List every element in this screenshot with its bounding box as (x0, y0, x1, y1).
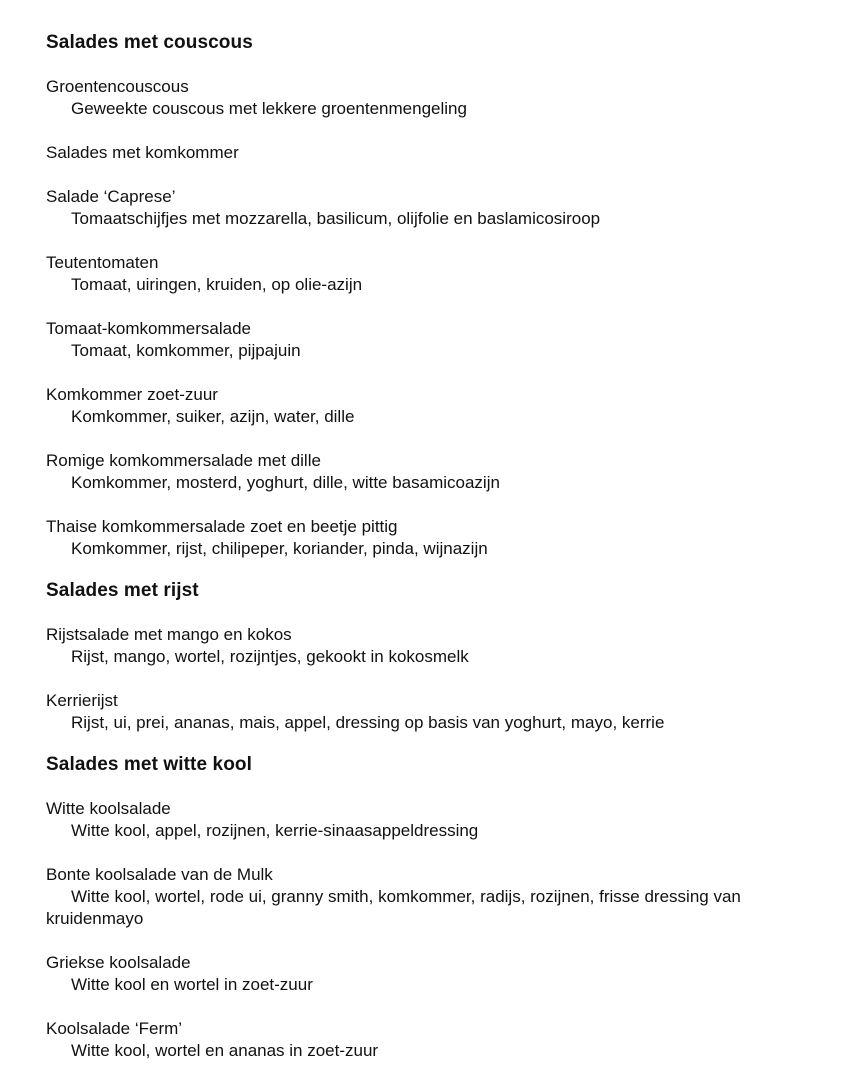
menu-item-description: Tomaatschijfjes met mozzarella, basilicum, olijfolie en baslamicosiroop (71, 209, 601, 228)
menu-item-name: Romige komkommersalade met dille (46, 451, 321, 470)
menu-item-description: Geweekte couscous met lekkere groentenmengeling (71, 99, 467, 118)
menu-item-description: Tomaat, uiringen, kruiden, op olie-azijn (71, 275, 363, 294)
menu-item-description: Witte kool, appel, rozijnen, kerrie-sinaasappeldressing (71, 821, 479, 840)
menu-item-name: Rijstsalade met mango en kokos (46, 625, 292, 644)
menu-item-description: Komkommer, suiker, azijn, water, dille (71, 407, 355, 426)
menu-item-name: Witte koolsalade (46, 799, 171, 818)
section-title: Salades met rijst (46, 580, 199, 601)
menu-item-name: Griekse koolsalade (46, 953, 191, 972)
section-rijst (46, 578, 836, 734)
section-couscous (46, 30, 836, 560)
menu-item (46, 864, 836, 930)
menu-item (46, 1018, 836, 1062)
menu-item (46, 516, 836, 560)
menu-item-description: Witte kool, wortel en ananas in zoet-zuur (71, 1041, 379, 1060)
menu-item-name: Tomaat-komkommersalade (46, 319, 252, 338)
section-items (46, 624, 836, 734)
menu-document (46, 30, 836, 1080)
menu-item (46, 142, 836, 164)
menu-item-name: Groentencouscous (46, 77, 189, 96)
section-title: Salades met couscous (46, 32, 253, 53)
menu-item-description: Witte kool, wortel, rode ui, granny smith, komkommer, radijs, rozijnen, frisse dressing van kruidenmayo (46, 887, 741, 928)
menu-item (46, 952, 836, 996)
menu-item (46, 252, 836, 296)
section-title: Salades met witte kool (46, 754, 252, 775)
menu-item-description: Rijst, ui, prei, ananas, mais, appel, dressing op basis van yoghurt, mayo, kerrie (71, 713, 665, 732)
menu-item (46, 318, 836, 362)
menu-item-name: Komkommer zoet-zuur (46, 385, 218, 404)
section-items (46, 76, 836, 560)
menu-item-name: Kerrierijst (46, 691, 118, 710)
menu-item (46, 384, 836, 428)
menu-item-description: Tomaat, komkommer, pijpajuin (71, 341, 301, 360)
menu-item (46, 690, 836, 734)
section-items (46, 798, 836, 1062)
menu-item (46, 450, 836, 494)
menu-item-description: Rijst, mango, wortel, rozijntjes, gekookt in kokosmelk (71, 647, 469, 666)
menu-item-description: Komkommer, mosterd, yoghurt, dille, witte basamicoazijn (71, 473, 500, 492)
menu-item-name: Teutentomaten (46, 253, 159, 272)
menu-item-name: Salades met komkommer (46, 143, 239, 162)
menu-item (46, 798, 836, 842)
menu-item-name: Bonte koolsalade van de Mulk (46, 865, 273, 884)
menu-item-description: Witte kool en wortel in zoet-zuur (71, 975, 313, 994)
menu-item-name: Salade ‘Caprese’ (46, 187, 176, 206)
menu-item-name: Koolsalade ‘Ferm’ (46, 1019, 183, 1038)
menu-item-description: Komkommer, rijst, chilipeper, koriander, pinda, wijnazijn (71, 539, 488, 558)
menu-item (46, 624, 836, 668)
section-witte-kool (46, 752, 836, 1062)
menu-item (46, 76, 836, 120)
menu-item-name: Thaise komkommersalade zoet en beetje pittig (46, 517, 398, 536)
menu-item (46, 186, 836, 230)
